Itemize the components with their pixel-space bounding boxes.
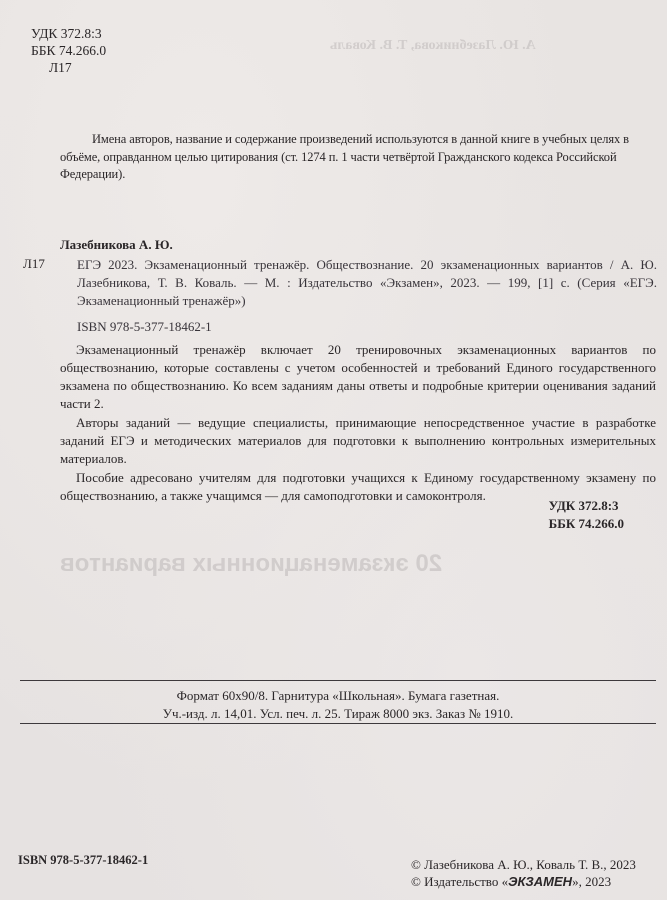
abstract: [60, 341, 656, 506]
abstract-paragraph: Авторы заданий — ведущие специалисты, принимающие непосредственное участие в разработке заданий ЕГЭ и методических материалов для подготовки к выполнению контрольных измерительных материалов.: [60, 415, 656, 466]
udk-code: УДК 372.8:3: [31, 26, 102, 41]
divider-bottom: [20, 723, 656, 724]
bbk-code: ББК 74.266.0: [31, 43, 107, 58]
bibliographic-description: ЕГЭ 2023. Экзаменационный тренажёр. Обществознание. 20 экзаменационных вариантов / А. Ю. Лазебникова, Т. В. Коваль. — М. : Издательство «Экзамен», 2023. — 199, [1] с. (Серия «ЕГЭ. Экзаменационный тренажёр»): [77, 257, 657, 308]
classification-codes-top: [31, 25, 106, 76]
imprint: [20, 687, 656, 723]
imprint-format: Формат 60х90/8. Гарнитура «Школьная». Бумага газетная.: [176, 688, 500, 703]
author-mark-side: Л17: [23, 256, 45, 271]
copyright-publisher-suffix: », 2023: [572, 874, 612, 889]
abstract-paragraph: Экзаменационный тренажёр включает 20 тренировочных экзаменационных вариантов по обществознанию, которые составлены с учетом особенностей и требований Единого государственного экзамена по обществознанию. Ко всем заданиям даны ответы и подробные критерии оценивания заданий части 2.: [60, 342, 656, 411]
bbk-code: ББК 74.266.0: [548, 515, 624, 531]
divider-top: [20, 680, 656, 681]
isbn-record: ISBN 978-5-377-18462-1: [77, 319, 212, 334]
bleed-through-authors: А. Ю. Лазебникова, Т. В. Коваль: [330, 38, 536, 53]
udk-code: УДК 372.8:3: [548, 498, 619, 513]
copyright-authors: © Лазебникова А. Ю., Коваль Т. В., 2023: [411, 857, 636, 872]
author-heading: Лазебникова А. Ю.: [60, 237, 173, 252]
author-mark: Л17: [49, 60, 72, 75]
isbn-footer: ISBN 978-5-377-18462-1: [18, 853, 149, 867]
publisher-brand: ЭКЗАМЕН: [508, 874, 573, 889]
abstract-paragraph: Пособие адресовано учителям для подготовки учащихся к Единому государственному экзамену по обществознанию, а также учащимся — для самоподготовки и самоконтроля.: [60, 470, 656, 503]
classification-codes-right: [549, 497, 624, 532]
bleed-through-title: 20 экзаменационных вариантов: [60, 550, 443, 577]
copyright-publisher-prefix: © Издательство «: [411, 874, 509, 889]
copyright-notice: Имена авторов, название и содержание произведений используются в данной книге в учебных целях в объёме, оправданном целью цитирования (ст. 1274 п. 1 части четвёртой Гражданского кодекса Российской Федерации).: [60, 132, 629, 181]
copyright-block: [411, 856, 636, 890]
imprint-print-run: Уч.-изд. л. 14,01. Усл. печ. л. 25. Тираж 8000 экз. Заказ № 1910.: [162, 706, 514, 721]
copyright-publisher: [411, 873, 636, 890]
